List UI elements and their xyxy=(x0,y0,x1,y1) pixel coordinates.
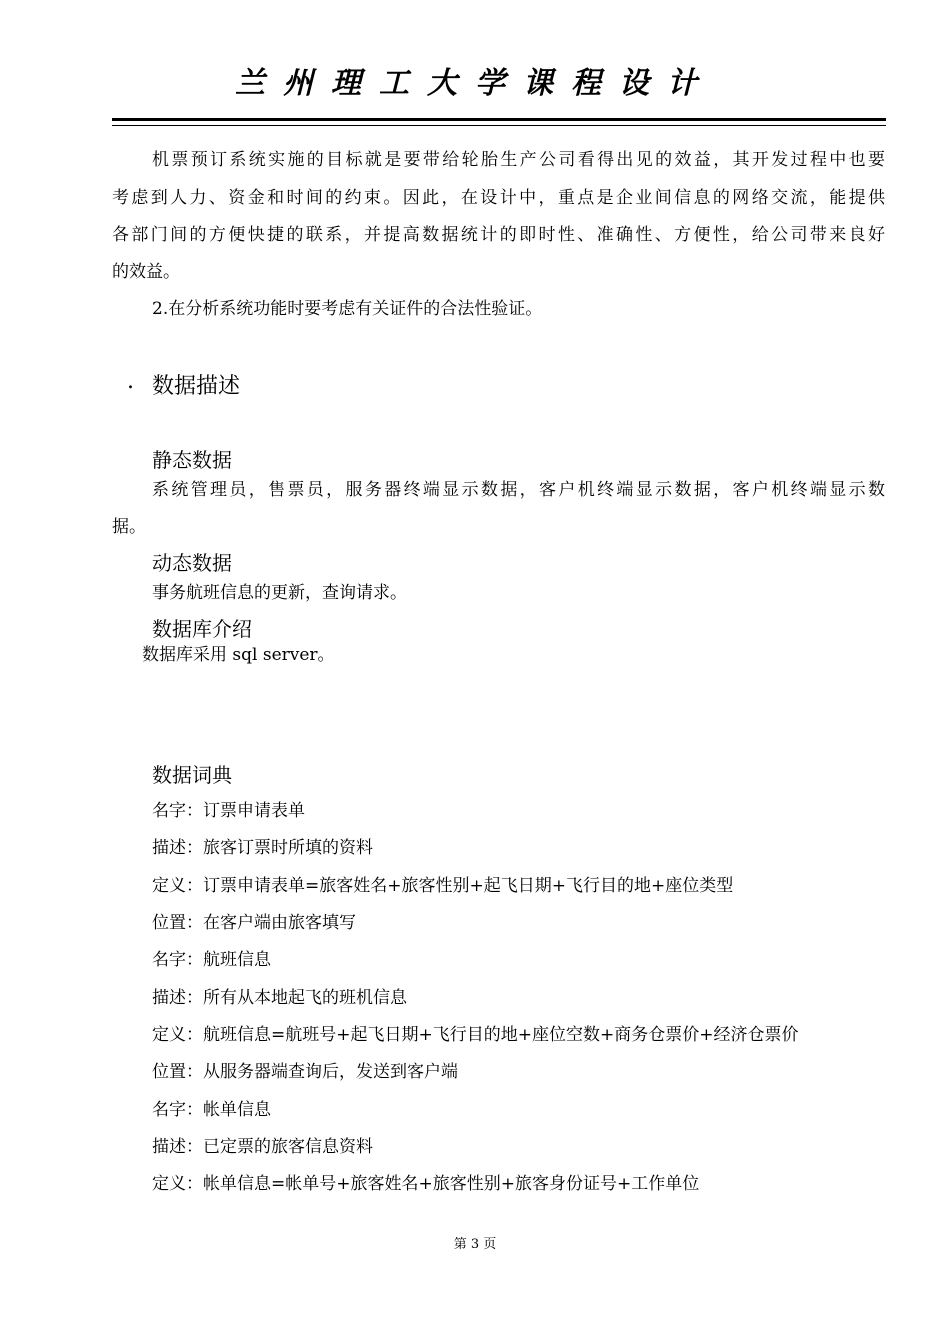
dynamic-data-text: 事务航班信息的更新，查询请求。 xyxy=(152,583,407,603)
static-data-line-2: 据。 xyxy=(112,517,146,537)
intro-item-2: 2.在分析系统功能时要考虑有关证件的合法性验证。 xyxy=(152,299,543,319)
dictionary-entry: 名字：帐单信息 xyxy=(152,1100,271,1120)
static-data-heading: 静态数据 xyxy=(152,448,232,472)
header-rule-thin xyxy=(112,125,886,126)
database-heading: 数据库介绍 xyxy=(152,617,252,641)
section-marker: . xyxy=(127,369,134,394)
header-rule-thick xyxy=(112,118,886,121)
dictionary-entry: 定义：帐单信息=帐单号+旅客姓名+旅客性别+旅客身份证号+工作单位 xyxy=(152,1174,700,1194)
dictionary-entry: 名字：航班信息 xyxy=(152,950,271,970)
intro-line-1: 机票预订系统实施的目标就是要带给轮胎生产公司看得出见的效益，其开发过程中也要 xyxy=(152,150,885,170)
page-number: 第 3 页 xyxy=(453,1237,497,1252)
dictionary-entry: 名字：订票申请表单 xyxy=(152,801,305,821)
intro-line-2: 考虑到人力、资金和时间的约束。因此，在设计中，重点是企业间信息的网络交流，能提供 xyxy=(112,188,885,208)
dictionary-entry: 描述：旅客订票时所填的资料 xyxy=(152,838,373,858)
dictionary-entry: 位置：从服务器端查询后，发送到客户端 xyxy=(152,1062,458,1082)
section-title: 数据描述 xyxy=(152,374,241,399)
static-data-line-1: 系统管理员，售票员，服务器终端显示数据，客户机终端显示数据，客户机终端显示数 xyxy=(152,480,885,500)
dictionary-entry: 描述：已定票的旅客信息资料 xyxy=(152,1137,373,1157)
dictionary-entry: 位置：在客户端由旅客填写 xyxy=(152,913,356,933)
dynamic-data-heading: 动态数据 xyxy=(152,551,232,575)
dictionary-entry: 定义：订票申请表单=旅客姓名+旅客性别+起飞日期+飞行目的地+座位类型 xyxy=(152,876,734,896)
database-text: 数据库采用 sql server。 xyxy=(142,645,335,665)
intro-line-3: 各部门间的方便快捷的联系，并提高数据统计的即时性、准确性、方便性，给公司带来良好 xyxy=(112,225,885,245)
dictionary-entry: 描述：所有从本地起飞的班机信息 xyxy=(152,988,407,1008)
dictionary-entry: 定义：航班信息=航班号+起飞日期+飞行目的地+座位空数+商务仓票价+经济仓票价 xyxy=(152,1025,799,1045)
dictionary-heading: 数据词典 xyxy=(152,763,232,787)
intro-line-4: 的效益。 xyxy=(112,262,180,282)
page-header-title: 兰州理工大学课程设计 xyxy=(235,66,715,101)
